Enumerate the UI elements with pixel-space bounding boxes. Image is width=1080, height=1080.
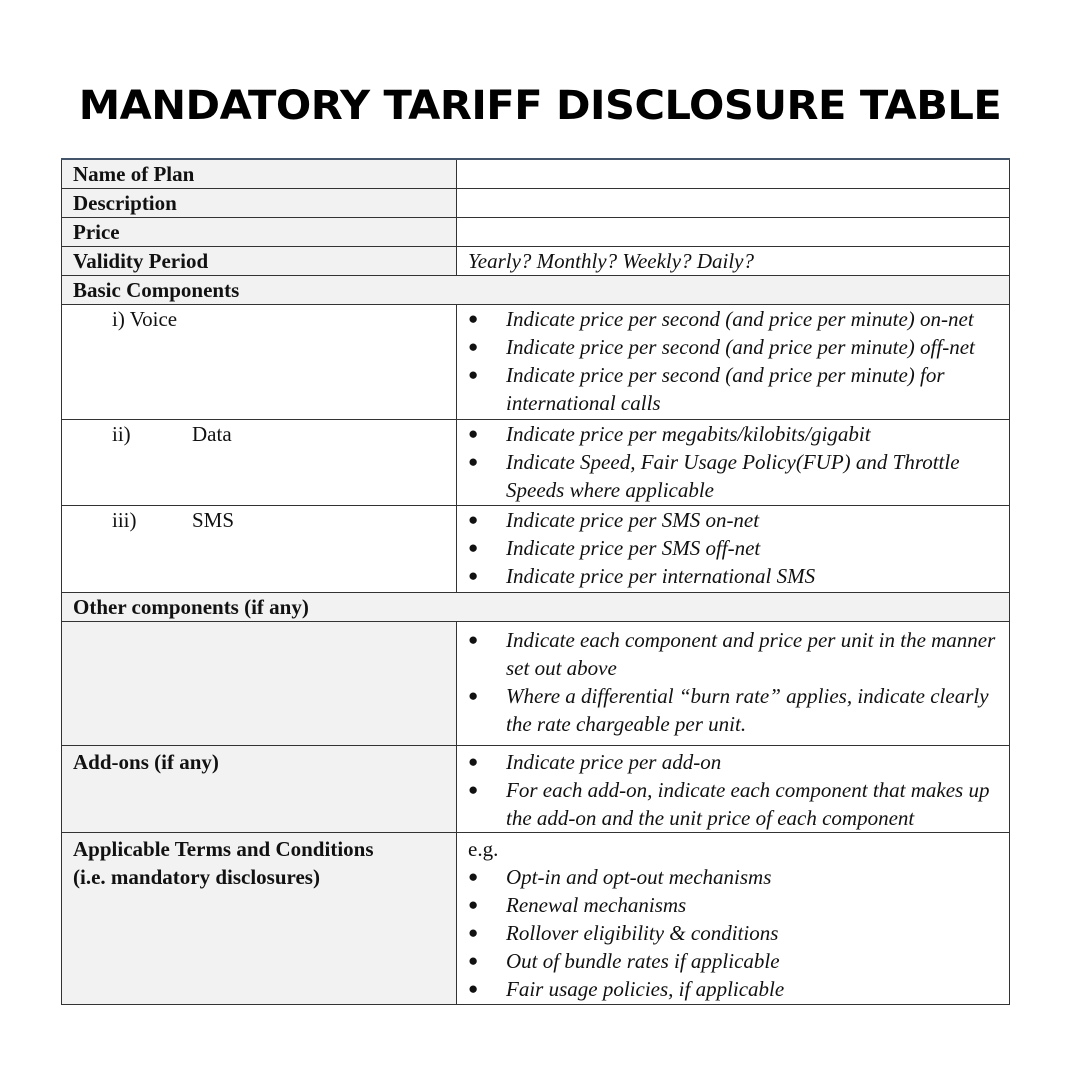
- other-list: [468, 626, 1009, 738]
- list-item: ● Fair usage policies, if applicable: [468, 975, 1009, 1003]
- list-item: ● Out of bundle rates if applicable: [468, 947, 1009, 975]
- terms-list: [468, 863, 1009, 1003]
- tariff-disclosure-table: [61, 158, 1010, 1005]
- data-label: Data: [192, 422, 232, 446]
- terms-eg: e.g.: [468, 837, 499, 861]
- data-label-cell: [62, 420, 457, 506]
- data-number: ii): [112, 422, 131, 446]
- validity-period-label: Validity Period: [62, 247, 457, 276]
- addons-details: [457, 746, 1010, 833]
- table-row: [62, 420, 1010, 506]
- voice-list: [468, 305, 1009, 417]
- validity-period-value: Yearly? Monthly? Weekly? Daily?: [457, 247, 1010, 276]
- list-item: ● Where a differential “burn rate” applies, indicate clearly the rate chargeable per unit.: [468, 682, 1009, 738]
- price-value: [457, 218, 1010, 247]
- voice-label-cell: [62, 305, 457, 420]
- list-item: ● Opt-in and opt-out mechanisms: [468, 863, 1009, 891]
- name-of-plan-value: [457, 159, 1010, 189]
- table-row: [62, 305, 1010, 420]
- sms-label: SMS: [192, 508, 235, 532]
- list-item: ● Indicate price per second (and price per minute) on-net: [468, 305, 1009, 333]
- list-item: ● Indicate Speed, Fair Usage Policy(FUP) and Throttle Speeds where applicable: [468, 448, 1009, 504]
- data-list: [468, 420, 1009, 504]
- table-row: [62, 622, 1010, 746]
- sms-number: iii): [112, 508, 137, 532]
- price-label: Price: [62, 218, 457, 247]
- list-item: ● Indicate price per megabits/kilobits/gigabit: [468, 420, 1009, 448]
- addons-list: [468, 748, 1009, 832]
- table-row: [62, 189, 1010, 218]
- table-row: [62, 593, 1010, 622]
- list-item: ● Indicate price per SMS off-net: [468, 534, 1009, 562]
- list-item: ● Indicate each component and price per unit in the manner set out above: [468, 626, 1009, 682]
- description-label: Description: [62, 189, 457, 218]
- voice-label: i) Voice: [112, 307, 178, 331]
- other-components-header: Other components (if any): [62, 593, 1010, 622]
- voice-details: [457, 305, 1010, 420]
- table-row: [62, 247, 1010, 276]
- sms-list: [468, 506, 1009, 590]
- terms-label-line-2: (i.e. mandatory disclosures): [73, 865, 320, 889]
- list-item: ● Indicate price per add-on: [468, 748, 1009, 776]
- list-item: ● Indicate price per second (and price per minute) off-net: [468, 333, 1009, 361]
- list-item: ● Indicate price per SMS on-net: [468, 506, 1009, 534]
- table-row: [62, 218, 1010, 247]
- terms-label-cell: [62, 833, 457, 1005]
- other-components-label-cell: [62, 622, 457, 746]
- basic-components-header: Basic Components: [62, 276, 1010, 305]
- other-components-details: [457, 622, 1010, 746]
- list-item: ● For each add-on, indicate each component that makes up the add-on and the unit price of each component: [468, 776, 1009, 832]
- list-item: ● Rollover eligibility & conditions: [468, 919, 1009, 947]
- table-row: [62, 833, 1010, 1005]
- table-row: [62, 506, 1010, 593]
- list-item: ● Indicate price per international SMS: [468, 562, 1009, 590]
- terms-label-line-1: Applicable Terms and Conditions: [73, 837, 374, 861]
- table-row: [62, 276, 1010, 305]
- addons-label: Add-ons (if any): [62, 746, 457, 833]
- data-details: [457, 420, 1010, 506]
- terms-details: [457, 833, 1010, 1005]
- list-item: ● Renewal mechanisms: [468, 891, 1009, 919]
- sms-details: [457, 506, 1010, 593]
- page-title: MANDATORY TARIFF DISCLOSURE TABLE: [78, 83, 1002, 129]
- description-value: [457, 189, 1010, 218]
- name-of-plan-label: Name of Plan: [62, 159, 457, 189]
- list-item: ● Indicate price per second (and price per minute) for international calls: [468, 361, 1009, 417]
- table-row: [62, 159, 1010, 189]
- table-row: [62, 746, 1010, 833]
- sms-label-cell: [62, 506, 457, 593]
